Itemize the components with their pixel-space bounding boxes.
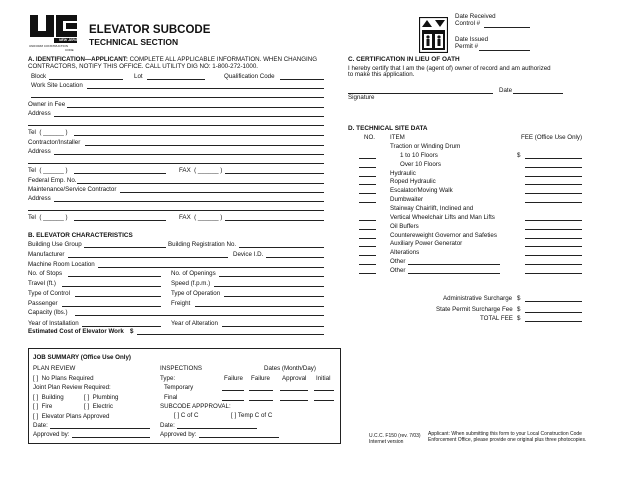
technical-item-fee-field[interactable]	[525, 202, 582, 203]
state-surcharge-dollar: $	[517, 306, 521, 313]
maint-address-label: Address	[28, 195, 51, 202]
checkbox-bracket: [ ]	[33, 403, 39, 410]
device-id-field[interactable]	[266, 257, 324, 258]
initial-header: Initial	[316, 375, 331, 382]
plan-date-label: Date:	[33, 422, 48, 429]
checkbox-bracket: [ ]	[174, 412, 180, 419]
technical-item-no-field[interactable]	[359, 255, 376, 256]
no-of-stops-label: No. of Stops	[28, 270, 63, 277]
tel-area-code: ( ______ )	[39, 129, 68, 136]
certification-date-field[interactable]	[513, 93, 563, 94]
qualification-code-label: Qualification Code	[224, 73, 275, 80]
technical-item-fee-field[interactable]	[525, 158, 582, 159]
elevator-plans-approved-checkbox[interactable]	[33, 413, 109, 420]
technical-item-dollar: $	[517, 151, 521, 159]
no-of-openings-field[interactable]	[219, 276, 324, 277]
technical-item-label: 1 to 10 Floors	[400, 151, 438, 159]
maint-fax-label	[179, 214, 222, 221]
passenger-label: Passenger	[28, 300, 58, 307]
technical-item-fee-field[interactable]	[525, 176, 582, 177]
freight-field[interactable]	[195, 306, 324, 307]
type-of-operation-field[interactable]	[224, 296, 324, 297]
checkbox-bracket: [ ]	[33, 375, 39, 382]
building-use-group-label: Building Use Group	[28, 241, 82, 248]
technical-item-no-field[interactable]	[359, 264, 376, 265]
checkbox-bracket: [ ]	[84, 394, 90, 401]
admin-surcharge-field[interactable]	[525, 301, 582, 302]
failure-header-1: Failure	[224, 375, 243, 382]
checkbox-bracket: [ ]	[33, 413, 39, 420]
form-number: U.C.C. F150 (rev. 7/03)	[369, 433, 421, 439]
work-site-location-field[interactable]	[87, 88, 324, 89]
technical-item-no-field[interactable]	[359, 229, 376, 230]
type-of-control-label: Type of Control	[28, 290, 70, 297]
technical-item-no-field[interactable]	[359, 158, 376, 159]
building-registration-field[interactable]	[239, 247, 324, 248]
elevator-icon	[419, 17, 448, 53]
building-registration-label: Building Registration No.	[168, 241, 237, 248]
temporary-label: Temporary	[164, 384, 194, 391]
tel-area-code: ( ______ )	[39, 167, 68, 174]
fee-column-header: FEE (Office Use Only)	[521, 134, 583, 141]
tel-area-code: ( ______ )	[39, 214, 68, 221]
tel-text: Tel	[28, 129, 36, 136]
plan-approved-by-field[interactable]	[72, 437, 150, 438]
fire-checkbox[interactable]	[33, 403, 52, 410]
footer-note-1: Applicant: When submitting this form to your Local Construction Code	[428, 431, 582, 437]
contractor-tel-label	[28, 167, 68, 174]
certification-date-label: Date	[499, 87, 513, 94]
failure-header-2: Failure	[251, 375, 270, 382]
technical-item-label: Roped Hydraulic	[390, 178, 436, 186]
technical-item-fee-field[interactable]	[525, 246, 582, 247]
section-d-heading: D. TECHNICAL SITE DATA	[348, 125, 428, 132]
technical-item-label: Alterations	[390, 249, 420, 257]
admin-surcharge-dollar: $	[517, 295, 521, 302]
technical-item-label: Auxiliary Power Generator	[390, 240, 463, 248]
c-of-c-checkbox[interactable]	[174, 412, 198, 419]
section-b-heading: B. ELEVATOR CHARACTERISTICS	[28, 232, 133, 239]
c-of-c-label: C of C	[180, 412, 199, 419]
owner-in-fee-label: Owner in Fee	[28, 101, 66, 108]
maint-fax-field[interactable]	[225, 220, 324, 221]
contractor-installer-label: Contractor/Installer	[28, 139, 81, 146]
year-of-installation-field[interactable]	[82, 326, 161, 327]
inspections-label: INSPECTIONS	[160, 365, 202, 372]
building-checkbox[interactable]	[33, 394, 64, 401]
no-of-openings-label: No. of Openings	[171, 270, 216, 277]
section-c-heading: C. CERTIFICATION IN LIEU OF OATH	[348, 56, 460, 63]
work-site-location-label: Work Site Location	[31, 82, 83, 89]
electric-checkbox[interactable]	[84, 403, 113, 410]
type-label: Type:	[160, 375, 176, 382]
building-use-group-field[interactable]	[84, 247, 166, 248]
electric-label: Electric	[92, 403, 113, 410]
technical-item-label: Over 10 Floors	[400, 160, 441, 168]
manufacturer-field[interactable]	[68, 257, 228, 258]
certification-text-2: to make this application.	[348, 71, 415, 78]
technical-item-no-field[interactable]	[359, 220, 376, 221]
technical-item-no-field[interactable]	[359, 167, 376, 168]
plan-review-label: PLAN REVIEW	[33, 365, 76, 372]
final-label: Final	[164, 394, 178, 401]
section-a-title: A. IDENTIFICATION—APPLICANT:	[28, 56, 128, 63]
technical-item-label: Stairway Chairlift, Inclined and	[390, 204, 474, 212]
technical-item-fee-field[interactable]	[525, 273, 582, 274]
technical-item-no-field[interactable]	[359, 202, 376, 203]
checkbox-bracket: [ ]	[33, 394, 39, 401]
job-summary-box	[28, 348, 341, 444]
subcode-date-label: Date:	[160, 422, 175, 429]
federal-emp-no-field[interactable]	[77, 183, 324, 184]
technical-item-label: Vertical Wheelchair Lifts and Man Lifts	[390, 213, 495, 221]
manufacturer-label: Manufacturer	[28, 251, 65, 258]
technical-item-no-field[interactable]	[359, 273, 376, 274]
owner-address-field[interactable]	[54, 116, 324, 117]
technical-item-fee-field[interactable]	[525, 229, 582, 230]
technical-item-no-field[interactable]	[359, 176, 376, 177]
owner-address-label: Address	[28, 110, 51, 117]
section-a-heading	[28, 56, 317, 63]
technical-item-label: Countereweight Governor and Safeties	[390, 231, 497, 239]
technical-item-other-field[interactable]	[408, 273, 500, 274]
form-subtitle: TECHNICAL SECTION	[89, 37, 179, 47]
technical-item-label: Other	[390, 258, 406, 266]
travel-label: Travel (ft.)	[28, 280, 56, 287]
block-label: Block	[31, 73, 47, 80]
fax-area-code: ( ______ )	[194, 214, 223, 221]
state-surcharge-field[interactable]	[525, 312, 582, 313]
technical-item-other-field[interactable]	[408, 264, 500, 265]
technical-item-fee-field[interactable]	[525, 167, 582, 168]
technical-item-fee-field[interactable]	[525, 184, 582, 185]
internet-version: Internet version	[369, 439, 404, 445]
federal-emp-no-label: Federal Emp. No.	[28, 177, 77, 184]
permit-number-label: Permit #	[455, 43, 479, 50]
technical-item-fee-field[interactable]	[525, 255, 582, 256]
technical-item-fee-field[interactable]	[525, 238, 582, 239]
admin-surcharge-label: Administrative Surcharge	[443, 295, 513, 302]
job-summary-heading: JOB SUMMARY (Office Use Only)	[33, 354, 131, 361]
plumbing-checkbox[interactable]	[84, 394, 118, 401]
type-of-operation-label: Type of Operation	[171, 290, 221, 297]
technical-item-no-field[interactable]	[359, 193, 376, 194]
travel-field[interactable]	[62, 286, 161, 287]
fax-text: FAX	[179, 167, 191, 174]
total-fee-label: TOTAL FEE	[480, 315, 513, 322]
item-column-header: ITEM	[390, 134, 405, 141]
plan-date-field[interactable]	[50, 428, 150, 429]
temp-c-of-c-checkbox[interactable]	[231, 412, 272, 419]
plumbing-label: Plumbing	[92, 394, 119, 401]
technical-item-label: Oil Buffers	[390, 222, 419, 230]
state-surcharge-label: State Permit Surcharge Fee	[436, 306, 513, 313]
maint-contractor-field[interactable]	[120, 192, 324, 193]
total-fee-dollar: $	[517, 315, 521, 322]
machine-room-location-field[interactable]	[98, 267, 324, 268]
owner-in-fee-field[interactable]	[67, 107, 324, 108]
technical-item-label: Hydraulic	[390, 169, 416, 177]
technical-item-fee-field[interactable]	[525, 264, 582, 265]
no-of-stops-field[interactable]	[68, 276, 161, 277]
section-a-instructions-2: CONTRACTORS, NOTIFY THIS OFFICE. CALL UTILITY DIG NO: 1-800-272-1000.	[28, 63, 259, 70]
subcode-approved-by-label: Approved by:	[160, 431, 197, 438]
year-of-alteration-label: Year of Alteration	[171, 320, 218, 327]
fax-area-code: ( ______ )	[194, 167, 223, 174]
estimated-cost-label: Estimated Cost of Elevator Work	[28, 328, 124, 335]
contractor-tel-field[interactable]	[74, 173, 166, 174]
no-plans-required-label: No Plans Required	[41, 375, 94, 382]
technical-item-label: Escalator/Moving Walk	[390, 187, 453, 195]
speed-label: Speed (f.p.m.)	[171, 280, 211, 287]
technical-item-label: Other	[390, 266, 406, 274]
logo-state-band: NEW JERSEY	[59, 38, 82, 42]
technical-item-no-field[interactable]	[359, 246, 376, 247]
checkbox-bracket: [ ]	[231, 412, 237, 419]
speed-field[interactable]	[214, 286, 324, 287]
contractor-fax-field[interactable]	[225, 173, 324, 174]
checkbox-bracket: [ ]	[84, 403, 90, 410]
control-number-label: Control #	[455, 20, 481, 27]
year-of-alteration-field[interactable]	[222, 326, 324, 327]
machine-room-location-label: Machine Room Location	[28, 261, 95, 268]
contractor-address-field[interactable]	[54, 154, 324, 155]
freight-label: Freight	[171, 300, 191, 307]
estimated-cost-field[interactable]	[137, 334, 324, 335]
lot-label: Lot	[134, 73, 143, 80]
contractor-installer-field[interactable]	[85, 145, 324, 146]
contractor-address-label: Address	[28, 148, 51, 155]
form-title: ELEVATOR SUBCODE	[89, 24, 211, 36]
date-received-label: Date Received	[455, 13, 496, 20]
tel-text: Tel	[28, 214, 36, 221]
technical-item-label: Dumbwaiter	[390, 196, 424, 204]
technical-item-fee-field[interactable]	[525, 193, 582, 194]
fax-text: FAX	[179, 214, 191, 221]
dates-header: Dates (Month/Day)	[264, 365, 316, 372]
technical-item-no-field[interactable]	[359, 238, 376, 239]
elevator-plans-approved-label: Elevator Plans Approved	[41, 413, 110, 420]
capacity-field[interactable]	[75, 315, 324, 316]
logo-caption-line1: UNIFORM CONSTRUCTION	[29, 44, 68, 48]
maint-contractor-label: Maintenance/Service Contractor	[28, 186, 117, 193]
block-field[interactable]	[49, 79, 123, 80]
subcode-approval-label: SUBCODE APPPROVAL:	[160, 403, 231, 410]
building-label: Building	[41, 394, 64, 401]
logo-caption-line2: CODE	[65, 48, 74, 52]
capacity-label: Capacity (lbs.)	[28, 309, 68, 316]
estimated-cost-dollar: $	[130, 328, 134, 335]
date-issued-label: Date Issued	[455, 36, 489, 43]
passenger-field[interactable]	[62, 306, 161, 307]
temp-c-of-c-label: Temp C of C	[237, 412, 273, 419]
year-of-installation-label: Year of Installation	[28, 320, 79, 327]
plan-approved-by-label: Approved by:	[33, 431, 70, 438]
maint-tel-field[interactable]	[74, 220, 166, 221]
technical-item-fee-field[interactable]	[525, 220, 582, 221]
total-fee-field[interactable]	[525, 321, 582, 322]
device-id-label: Device I.D.	[233, 251, 264, 258]
technical-item-label: Traction or Winding Drum	[390, 143, 461, 150]
no-column-header: NO.	[364, 134, 376, 141]
maint-tel-label	[28, 214, 68, 221]
maint-address-field[interactable]	[54, 201, 324, 202]
technical-item-no-field[interactable]	[359, 184, 376, 185]
qualification-code-field[interactable]	[280, 79, 324, 80]
owner-tel-label	[28, 129, 68, 136]
section-a-instructions: COMPLETE ALL APPLICABLE INFORMATION. WHEN CHANGING	[129, 56, 318, 63]
signature-label: Signature	[348, 94, 375, 101]
certification-text-1: I hereby certify that I am the (agent of) owner of record and am authorized	[348, 65, 551, 72]
approval-header: Approval	[282, 375, 307, 382]
lot-field[interactable]	[147, 79, 205, 80]
no-plans-required-checkbox[interactable]	[33, 375, 94, 382]
owner-tel-field[interactable]	[74, 135, 324, 136]
type-of-control-field[interactable]	[75, 296, 161, 297]
tel-text: Tel	[28, 167, 36, 174]
footer-note-2: Enforcement Office, please provide one original plus three photocopies.	[428, 437, 587, 443]
subcode-approved-by-field[interactable]	[199, 437, 279, 438]
subcode-date-field[interactable]	[177, 428, 257, 429]
contractor-fax-label	[179, 167, 222, 174]
fire-label: Fire	[41, 403, 53, 410]
joint-plan-review-label: Joint Plan Review Required:	[33, 384, 111, 391]
